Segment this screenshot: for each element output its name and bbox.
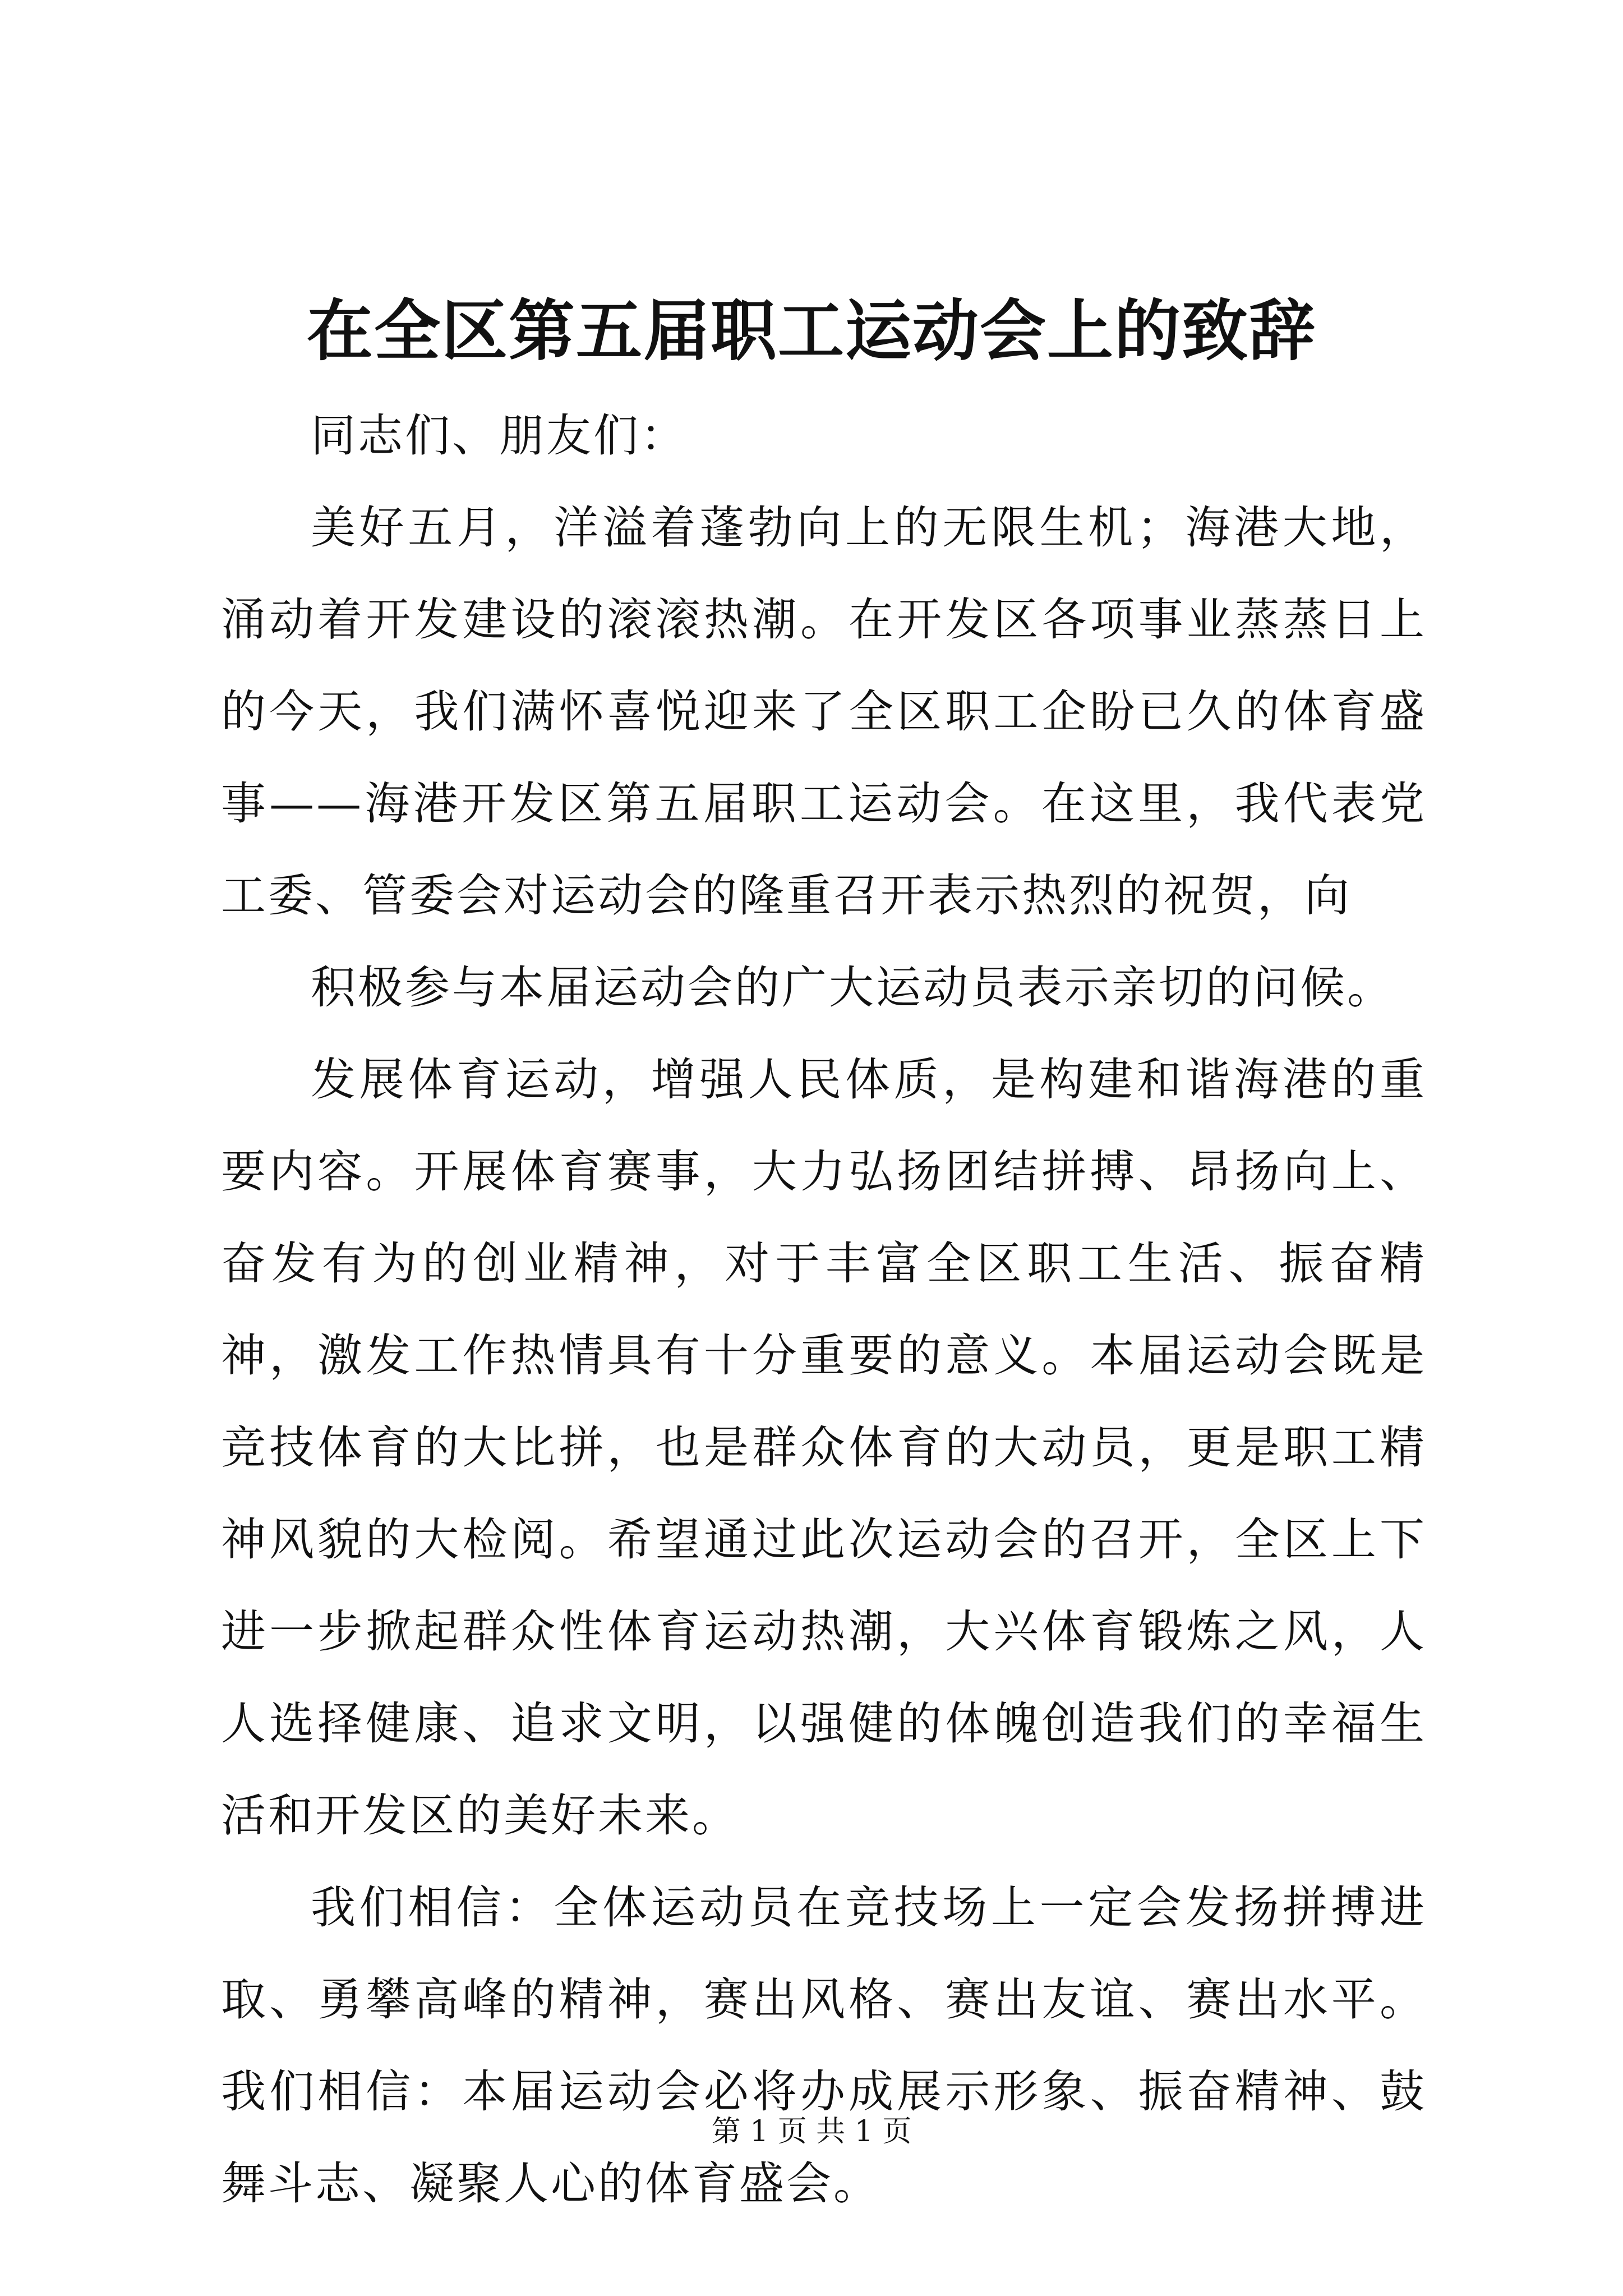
- body-paragraph: 我们相信：全体运动员在竞技场上一定会发扬拼搏进取、勇攀高峰的精神，赛出风格、赛出友谊、赛出水平。我们相信：本届运动会必将办成展示形象、振奋精神、鼓舞斗志、凝聚人心的体育盛会。: [221, 1881, 1427, 2210]
- body-paragraph: 发展体育运动，增强人民体质，是构建和谐海港的重要内容。开展体育赛事，大力弘扬团结拼搏、昂扬向上、奋发有为的创业精神，对于丰富全区职工生活、振奋精神，激发工作热情具有十分重要的意义。本届运动会既是竞技体育的大比拼，也是群众体育的大动员，更是职工精神风貌的大检阅。希望通过此次运动会的召开，全区上下进一步掀起群众性体育运动热潮，大兴体育锻炼之风，人人选择健康、追求文明，以强健的体魄创造我们的幸福生活和开发区的美好未来。: [221, 1053, 1427, 1842]
- document-body: [221, 390, 1427, 2230]
- body-paragraph: 美好五月，洋溢着蓬勃向上的无限生机；海港大地，涌动着开发建设的滚滚热潮。在开发区各项事业蒸蒸日上的今天，我们满怀喜悦迎来了全区职工企盼已久的体育盛事——海港开发区第五届职工运动会。在这里，我代表党工委、管委会对运动会的隆重召开表示热烈的祝贺，向: [221, 501, 1427, 922]
- document-title: 在全区第五届职工运动会上的致辞: [306, 292, 1316, 370]
- salutation-paragraph: 同志们、朋友们：: [311, 409, 688, 462]
- body-paragraph: 积极参与本届运动会的广大运动员表示亲切的问候。: [311, 961, 1394, 1014]
- page-footer: 第 1 页 共 1 页: [711, 2115, 912, 2148]
